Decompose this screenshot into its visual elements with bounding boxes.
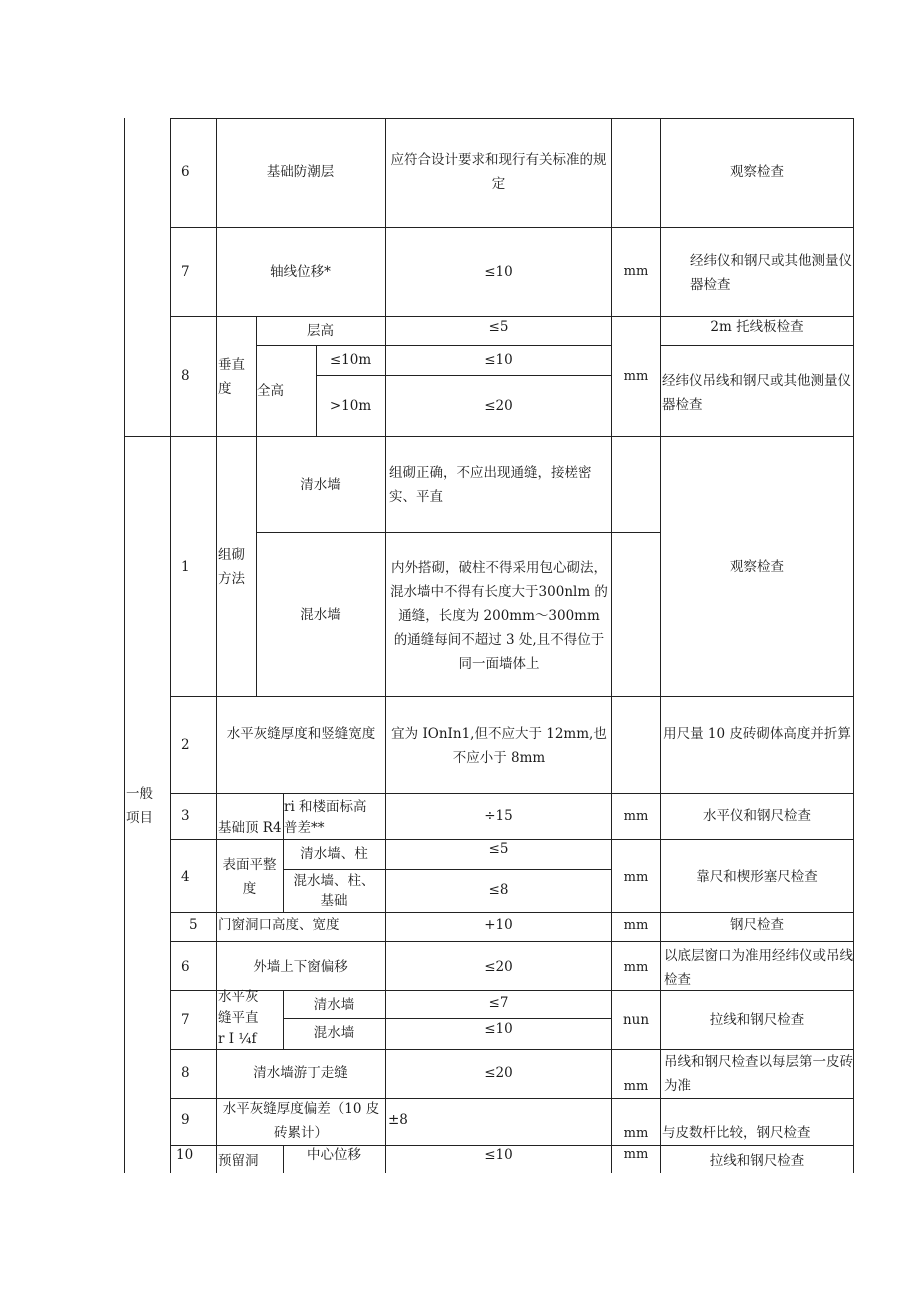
unit-text: nun [622,1012,650,1028]
item-name: 水平灰缝厚度和竖缝宽度 [226,726,376,742]
sub-label: ≤10m [329,352,372,368]
item-name: 轴线位移* [270,264,331,280]
item-number: 1 [181,559,190,575]
standard-value: ÷15 [484,808,513,824]
grid-line [256,345,611,346]
sub-label: 混水墙、柱、 基础 [293,873,375,909]
standard-text: 组砌正确，不应出现通缝，接槎密实、平直 [389,465,592,505]
method-text: 靠尺和楔形塞尺检查 [696,869,818,885]
sub-label: >10m [329,398,372,414]
item-name: 基础防潮层 [266,164,335,180]
item-name-part: ri 和楼面标高 [284,799,367,815]
grid-line [170,941,854,942]
standard-value: ≤20 [484,1065,513,1081]
standard-value: ≤10 [484,1147,513,1163]
item-number: 4 [181,869,190,885]
standard-text: 应符合设计要求和现行有关标准的规定 [390,152,607,192]
unit-text: mm [623,1079,649,1094]
item-name: 水平灰缝厚度偏差（10 皮砖累计） [222,1101,380,1141]
method-text: 观察检查 [730,559,784,575]
grid-line [283,869,611,870]
item-number: 2 [181,737,190,753]
sub-label: 混水墙 [313,1025,355,1041]
item-name: 水平灰 缝平直 r I ¼f [218,989,259,1047]
standard-value: ±8 [388,1112,408,1128]
item-name: 表面平整 度 [222,857,277,897]
item-number: 7 [181,1012,190,1028]
standard-value: +10 [484,917,513,933]
table-border-left [124,118,125,1173]
grid-line [124,436,854,437]
method-text: 经纬仪和钢尺或其他测量仪器检查 [690,253,852,293]
grid-line [316,375,611,376]
sub-label: 清水墙 [313,997,355,1013]
method-text: 水平仪和钢尺检查 [703,808,811,824]
unit-text: mm [623,870,649,885]
item-name-part: 普差** [284,820,325,836]
method-text: 经纬仪吊线和钢尺或其他测量仪器检查 [662,373,851,413]
grid-line [170,118,171,1173]
standard-value: ≤20 [484,398,513,414]
unit-text: mm [623,369,649,384]
method-text: 与皮数杆比较，钢尺检查 [662,1125,811,1141]
sub-label: 层高 [307,323,334,339]
group-label: 一般 项目 [126,786,153,826]
standard-value: ≤20 [484,959,513,975]
standard-value: ≤8 [488,882,509,898]
item-name: 门窗洞口高度、宽度 [218,917,340,933]
item-name: 预留洞 [218,1153,259,1169]
item-number: 8 [181,368,190,384]
sub-label: 中心位移 [307,1147,361,1163]
sub-label: 清水墙 [300,477,341,493]
item-name: 外墙上下窗偏移 [253,959,348,975]
unit-text: mm [623,809,649,824]
grid-line [170,118,854,119]
method-text: 拉线和钢尺检查 [709,1012,805,1028]
item-name: 组砌 方法 [218,547,245,587]
standard-value: ≤7 [488,995,509,1011]
item-name: 清水墙游丁走缝 [253,1065,348,1081]
item-number: 3 [181,808,190,824]
item-name: 垂直 度 [218,357,245,397]
sub-label: 清水墙、柱 [300,846,368,862]
item-number: 6 [181,164,190,180]
item-number: 5 [189,917,198,933]
item-name-part: 基础顶 R4 [218,820,282,836]
unit-text: mm [623,1126,649,1141]
item-number: 7 [181,264,190,280]
method-text: 观察检查 [730,164,784,180]
item-number: 9 [181,1112,190,1128]
method-text: 以底层窗口为准用经纬仪或吊线检查 [664,948,853,988]
standard-text: 宜为 IOnIn1,但不应大于 12mm,也不应小于 8mm [391,726,607,766]
method-text: 钢尺检查 [730,917,784,933]
item-number: 10 [176,1147,194,1163]
unit-text: mm [623,264,649,279]
unit-text: mm [623,1147,649,1162]
method-text: 吊线和钢尺检查以每层第一皮砖为准 [664,1054,853,1094]
sub-label: 混水墙 [300,607,341,623]
item-number: 8 [181,1065,190,1081]
grid-line [170,793,854,794]
sub-label: 全高 [257,383,284,399]
grid-line [660,345,854,346]
item-number: 6 [181,959,190,975]
standard-value: ≤10 [484,1021,513,1037]
standard-value: ≤5 [488,319,509,335]
grid-line [256,532,660,533]
grid-line [170,696,854,697]
grid-line [170,227,854,228]
standard-text: 内外搭砌，破柱不得采用包心砌法，混水墙中不得有长度大于300nlm 的通缝，长度为 200mm～300mm 的通缝每间不超过 3 处,且不得位于同一面墙体上 [390,560,608,672]
standard-value: ≤5 [488,841,509,857]
method-text: 2m 托线板检查 [710,319,804,335]
method-text: 用尺量 10 皮砖砌体高度并折算 [663,726,851,742]
standard-value: ≤10 [484,352,513,368]
unit-text: mm [623,918,649,933]
method-text: 拉线和钢尺检查 [709,1153,805,1169]
standard-value: ≤10 [484,264,513,280]
unit-text: mm [623,960,649,975]
